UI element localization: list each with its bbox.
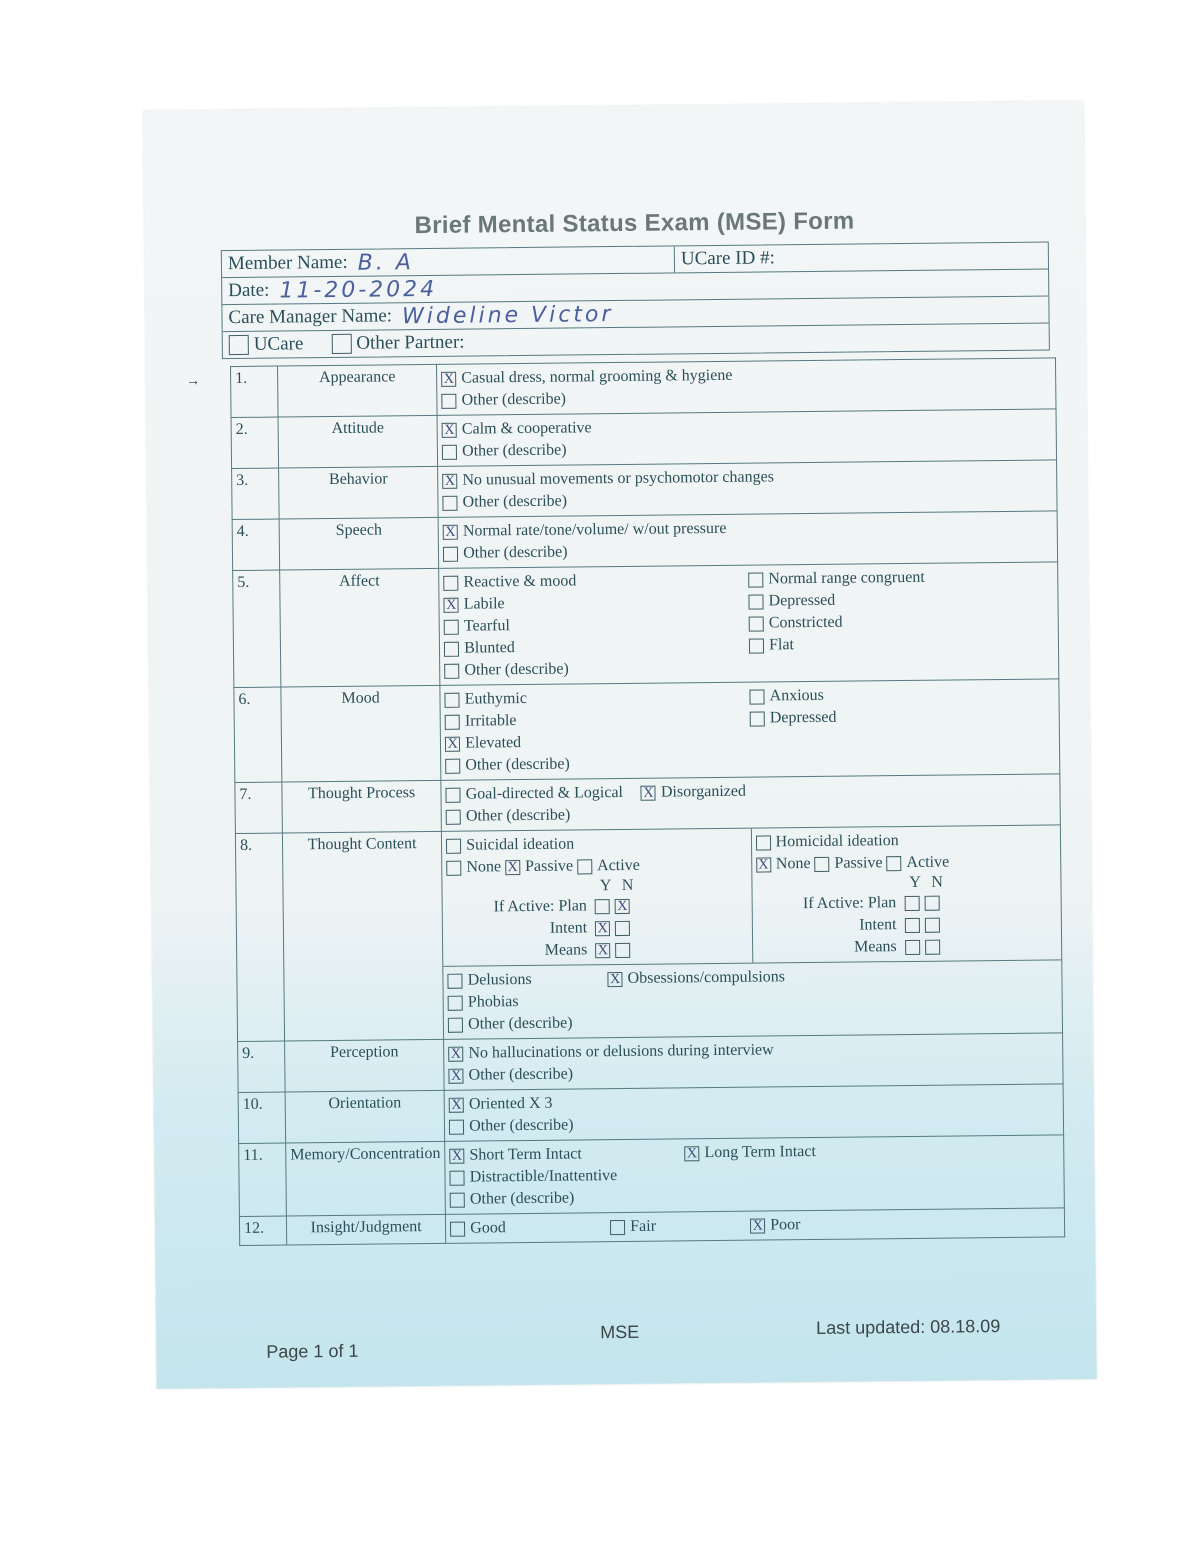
homicidal-plan-yes[interactable]: [904, 895, 919, 910]
category-label: Perception: [285, 1039, 445, 1092]
obsessions-checkbox[interactable]: X: [608, 971, 623, 986]
intent-label: Intent: [549, 919, 588, 937]
ucare-id-field[interactable]: [674, 245, 775, 272]
option-label: Depressed: [768, 591, 836, 610]
affect-other-checkbox[interactable]: [444, 663, 459, 678]
care-manager-label: Care Manager Name:: [228, 305, 393, 329]
arrow-mark-icon: →: [186, 374, 200, 389]
suicidal-active-checkbox[interactable]: [577, 859, 592, 874]
homicidal-none-checkbox[interactable]: X: [756, 857, 771, 872]
category-label: Mood: [281, 685, 441, 782]
option-label: Other (describe): [465, 806, 571, 825]
row-number: 5.: [233, 570, 281, 687]
row-behavior: [232, 460, 1057, 520]
suicidal-means-no[interactable]: [615, 942, 630, 957]
row-number: 8.: [235, 833, 284, 1041]
affect-depressed-checkbox[interactable]: [749, 594, 764, 609]
option-label: Euthymic: [464, 689, 528, 708]
row-thought-content: [235, 825, 1062, 1042]
category-label: Speech: [279, 517, 439, 570]
option-label: Normal range congruent: [768, 568, 925, 588]
option-label: Poor: [770, 1216, 801, 1234]
option-label: Other (describe): [468, 1065, 574, 1084]
form-title: Brief Mental Status Exam (MSE) Form: [414, 207, 855, 240]
option-label: None: [775, 855, 811, 873]
option-label: None: [466, 858, 502, 876]
suicidal-plan-yes[interactable]: [595, 899, 610, 914]
mood-other-checkbox[interactable]: [445, 758, 460, 773]
row-affect: [233, 562, 1059, 688]
homicidal-intent-yes[interactable]: [904, 917, 919, 932]
behavior-normal-checkbox[interactable]: X: [442, 473, 457, 488]
affect-blunted-checkbox[interactable]: [444, 641, 459, 656]
homicidal-intent-no[interactable]: [924, 917, 939, 932]
row-speech: [232, 511, 1057, 571]
suicidal-means-yes[interactable]: X: [595, 943, 610, 958]
option-label: Other (describe): [464, 660, 569, 679]
perception-other-checkbox[interactable]: X: [449, 1068, 464, 1083]
option-label: Fair: [630, 1217, 657, 1235]
header-box: [221, 241, 1050, 359]
category-label: Behavior: [279, 466, 439, 519]
care-manager-value[interactable]: Wideline Victor: [401, 301, 614, 329]
other-partner-label: Other Partner:: [356, 331, 465, 354]
homicidal-means-no[interactable]: [925, 939, 940, 954]
category-label: Thought Process: [282, 780, 442, 833]
option-label: Distractible/Inattentive: [469, 1167, 618, 1186]
option-label: Constricted: [768, 613, 843, 632]
row-number: 1.: [231, 366, 279, 417]
suicidal-passive-checkbox[interactable]: X: [505, 860, 520, 875]
row-number: 11.: [239, 1143, 287, 1216]
homicidal-panel: [751, 825, 1061, 962]
footer-updated: Last updated: 08.18.09: [816, 1316, 1001, 1338]
option-label: Phobias: [467, 993, 519, 1011]
option-label: Reactive & mood: [463, 572, 577, 591]
memory-short-term-checkbox[interactable]: X: [449, 1148, 464, 1163]
affect-reactive-checkbox[interactable]: [443, 575, 458, 590]
option-label: Other (describe): [461, 390, 567, 409]
tp-other-checkbox[interactable]: [446, 809, 461, 824]
member-name-value[interactable]: B. A: [357, 249, 414, 276]
option-label: Active: [597, 856, 640, 875]
homicidal-passive-checkbox[interactable]: [814, 856, 829, 871]
suicidal-none-checkbox[interactable]: [446, 860, 461, 875]
option-label: Disorganized: [660, 782, 747, 801]
option-label: No hallucinations or delusions during interview: [468, 1041, 774, 1062]
option-label: Elevated: [465, 734, 522, 752]
option-label: Normal rate/tone/volume/ w/out pressure: [462, 519, 727, 540]
no-header: N: [931, 873, 943, 891]
suicidal-intent-no[interactable]: [615, 920, 630, 935]
option-label: Other (describe): [462, 492, 568, 511]
means-label: Means: [853, 938, 897, 956]
plan-label: If Active: Plan: [493, 897, 587, 916]
appearance-casual-checkbox[interactable]: X: [441, 371, 456, 386]
means-label: Means: [544, 941, 588, 959]
mood-elevated-checkbox[interactable]: X: [445, 736, 460, 751]
affect-labile-checkbox[interactable]: X: [444, 597, 459, 612]
option-label: Long Term Intact: [704, 1142, 816, 1162]
plan-label: If Active: Plan: [802, 894, 897, 913]
homicidal-plan-no[interactable]: [924, 895, 939, 910]
option-label: Labile: [463, 595, 505, 613]
category-label: Affect: [280, 568, 440, 687]
option-label: Calm & cooperative: [461, 419, 592, 438]
memory-distractible-checkbox[interactable]: [450, 1170, 465, 1185]
mood-depressed-checkbox[interactable]: [750, 711, 765, 726]
orientation-x3-checkbox[interactable]: X: [449, 1097, 464, 1112]
option-label: Active: [906, 853, 950, 872]
option-label: Good: [470, 1219, 506, 1237]
yes-header: Y: [599, 877, 612, 895]
speech-other-checkbox[interactable]: [443, 546, 458, 561]
row-attitude: [231, 409, 1056, 469]
option-label: Irritable: [464, 712, 517, 730]
row-number: 2.: [231, 417, 279, 468]
option-label: Delusions: [467, 970, 532, 989]
suicidal-panel: [442, 829, 753, 966]
category-label: Attitude: [278, 415, 438, 468]
suicidal-intent-yes[interactable]: X: [595, 921, 610, 936]
affect-constricted-checkbox[interactable]: [749, 616, 764, 631]
option-label: Goal-directed & Logical: [465, 783, 624, 803]
row-perception: [238, 1033, 1063, 1093]
option-label: Other (describe): [462, 441, 567, 460]
member-name-label: Member Name:: [227, 251, 348, 275]
yes-header: Y: [909, 873, 921, 891]
behavior-other-checkbox[interactable]: [443, 495, 458, 510]
memory-other-checkbox[interactable]: [450, 1192, 465, 1207]
insight-good-checkbox[interactable]: [450, 1221, 465, 1236]
homicidal-active-checkbox[interactable]: [886, 856, 901, 871]
category-label: Thought Content: [282, 831, 443, 1041]
option-label: Homicidal ideation: [775, 832, 899, 851]
insight-poor-checkbox[interactable]: X: [750, 1218, 765, 1233]
date-label: Date:: [228, 279, 270, 302]
option-label: Other (describe): [469, 1116, 574, 1135]
category-label: Memory/Concentration: [286, 1141, 446, 1216]
option-label: Other (describe): [469, 1189, 575, 1208]
category-label: Insight/Judgment: [286, 1214, 445, 1245]
row-number: 7.: [235, 782, 283, 833]
option-label: Other (describe): [463, 543, 568, 562]
mse-table: [230, 357, 1065, 1246]
row-orientation: [238, 1084, 1063, 1144]
homicidal-ideation-checkbox[interactable]: [756, 835, 771, 850]
orientation-other-checkbox[interactable]: [449, 1119, 464, 1134]
option-label: Passive: [834, 854, 883, 872]
ucare-checkbox[interactable]: [229, 335, 249, 355]
row-number: 4.: [232, 519, 280, 570]
form-paper: [143, 101, 1096, 1389]
tc-other-checkbox[interactable]: [448, 1017, 463, 1032]
attitude-calm-checkbox[interactable]: X: [442, 422, 457, 437]
tp-goal-directed-checkbox[interactable]: [446, 787, 461, 802]
date-value[interactable]: 11-20-2024: [279, 276, 438, 304]
mood-irritable-checkbox[interactable]: [445, 714, 460, 729]
intent-label: Intent: [859, 916, 897, 934]
option-label: Obsessions/compulsions: [627, 968, 786, 987]
row-memory: [239, 1135, 1065, 1217]
affect-tearful-checkbox[interactable]: [444, 619, 459, 634]
footer-page: Page 1 of 1: [266, 1340, 359, 1362]
option-label: Flat: [768, 636, 795, 654]
speech-normal-checkbox[interactable]: X: [443, 524, 458, 539]
other-partner-checkbox[interactable]: [331, 334, 351, 354]
ucare-id-label: UCare ID #:: [680, 247, 775, 270]
delusions-checkbox[interactable]: [448, 973, 463, 988]
attitude-other-checkbox[interactable]: [442, 444, 457, 459]
category-label: Appearance: [278, 364, 438, 417]
no-header: N: [621, 876, 634, 894]
mood-euthymic-checkbox[interactable]: [445, 692, 460, 707]
option-label: Other (describe): [465, 755, 570, 774]
option-label: Depressed: [769, 708, 837, 727]
option-label: Suicidal ideation: [466, 835, 575, 854]
row-appearance: [231, 358, 1056, 418]
suicidal-plan-no[interactable]: X: [615, 898, 630, 913]
insight-fair-checkbox[interactable]: [610, 1219, 625, 1234]
homicidal-means-yes[interactable]: [905, 939, 920, 954]
option-label: Casual dress, normal grooming & hygiene: [461, 366, 733, 387]
option-label: Blunted: [464, 639, 515, 657]
option-label: No unusual movements or psychomotor changes: [462, 468, 774, 489]
option-label: Other (describe): [468, 1014, 573, 1033]
category-label: Orientation: [285, 1090, 445, 1143]
phobias-checkbox[interactable]: [448, 995, 463, 1010]
footer-center: MSE: [600, 1321, 640, 1343]
option-label: Short Term Intact: [469, 1145, 582, 1164]
affect-normal-range-checkbox[interactable]: [748, 572, 763, 587]
option-label: Passive: [525, 857, 574, 875]
row-mood: [234, 679, 1060, 783]
row-number: 10.: [238, 1092, 286, 1143]
row-number: 12.: [239, 1216, 286, 1245]
ucare-option-label: UCare: [253, 333, 304, 355]
affect-flat-checkbox[interactable]: [749, 638, 764, 653]
memory-long-term-checkbox[interactable]: X: [684, 1146, 699, 1161]
option-label: Anxious: [769, 686, 824, 705]
row-number: 6.: [234, 687, 282, 782]
perception-none-checkbox[interactable]: X: [448, 1046, 463, 1061]
appearance-other-checkbox[interactable]: [441, 393, 456, 408]
option-label: Oriented X 3: [468, 1094, 553, 1113]
row-number: 9.: [238, 1041, 286, 1092]
row-thought-process: [235, 774, 1060, 834]
mood-anxious-checkbox[interactable]: [750, 689, 765, 704]
suicidal-ideation-checkbox[interactable]: [446, 838, 461, 853]
row-number: 3.: [232, 468, 280, 519]
option-label: Tearful: [463, 617, 510, 635]
tp-disorganized-checkbox[interactable]: X: [641, 785, 656, 800]
